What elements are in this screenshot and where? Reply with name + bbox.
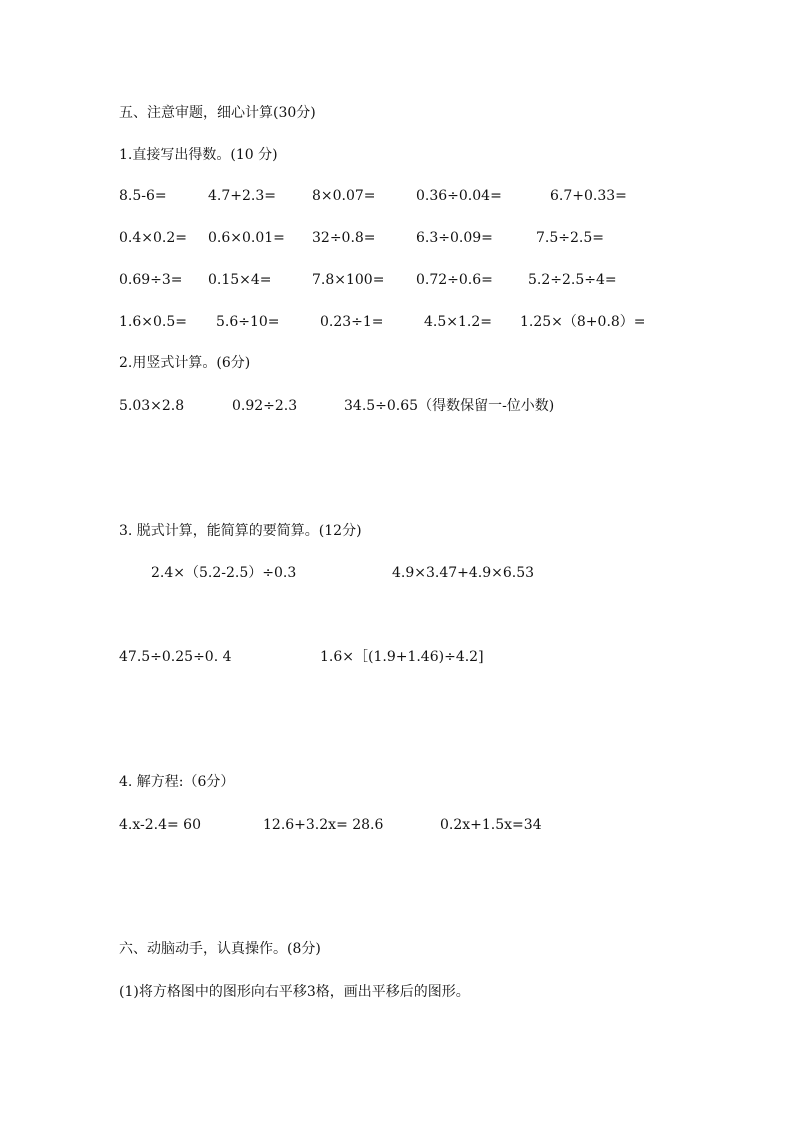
q1-item: 6.3÷0.09= [416, 230, 493, 246]
q1-item: 0.72÷0.6= [416, 272, 493, 288]
q4-item: 12.6+3.2x= 28.6 [263, 817, 384, 833]
q1-title: 1.直接写出得数。(10 分) [119, 147, 278, 163]
section6-title: 六、动脑动手，认真操作。(8分) [119, 941, 321, 957]
q1-item: 0.23÷1= [320, 314, 384, 330]
q1-item: 0.6×0.01= [208, 230, 285, 246]
q2-item: 5.03×2.8 [119, 398, 185, 414]
q1-item: 6.7+0.33= [550, 188, 627, 204]
q1-item: 0.36÷0.04= [416, 188, 502, 204]
q4-item: 4.x-2.4= 60 [119, 817, 201, 833]
q1-item: 1.25×（8+0.8）= [520, 314, 646, 330]
q1-item: 4.5×1.2= [424, 314, 492, 330]
section6-q1: (1)将方格图中的图形向右平移3格，画出平移后的图形。 [119, 984, 470, 1000]
q1-item: 7.5÷2.5= [536, 230, 604, 246]
q2-item: 0.92÷2.3 [232, 398, 298, 414]
q3-item: 2.4×（5.2-2.5）÷0.3 [151, 565, 297, 581]
q3-item: 4.9×3.47+4.9×6.53 [392, 565, 535, 581]
q2-title: 2.用竖式计算。(6分) [119, 355, 251, 371]
q1-item: 0.4×0.2= [119, 230, 187, 246]
q1-item: 5.6÷10= [216, 314, 280, 330]
q3-item: 47.5÷0.25÷0. 4 [119, 649, 232, 665]
q1-item: 0.69÷3= [119, 272, 183, 288]
q1-item: 7.8×100= [312, 272, 385, 288]
q1-item: 5.2÷2.5÷4= [528, 272, 617, 288]
q4-title: 4. 解方程:（6分） [119, 774, 235, 790]
q1-item: 4.7+2.3= [208, 188, 276, 204]
q3-title: 3. 脱式计算，能简算的要简算。(12分) [119, 523, 362, 539]
q3-item: 1.6×［(1.9+1.46)÷4.2] [320, 649, 484, 665]
q2-item: 34.5÷0.65（得数保留一-位小数) [344, 398, 555, 414]
section5-title: 五、注意审题，细心计算(30分) [119, 105, 316, 121]
q1-item: 1.6×0.5= [119, 314, 187, 330]
q1-item: 32÷0.8= [312, 230, 376, 246]
q1-item: 8.5-6= [119, 188, 167, 204]
q1-item: 8×0.07= [312, 188, 376, 204]
q1-item: 0.15×4= [208, 272, 272, 288]
q4-item: 0.2x+1.5x=34 [440, 817, 542, 833]
